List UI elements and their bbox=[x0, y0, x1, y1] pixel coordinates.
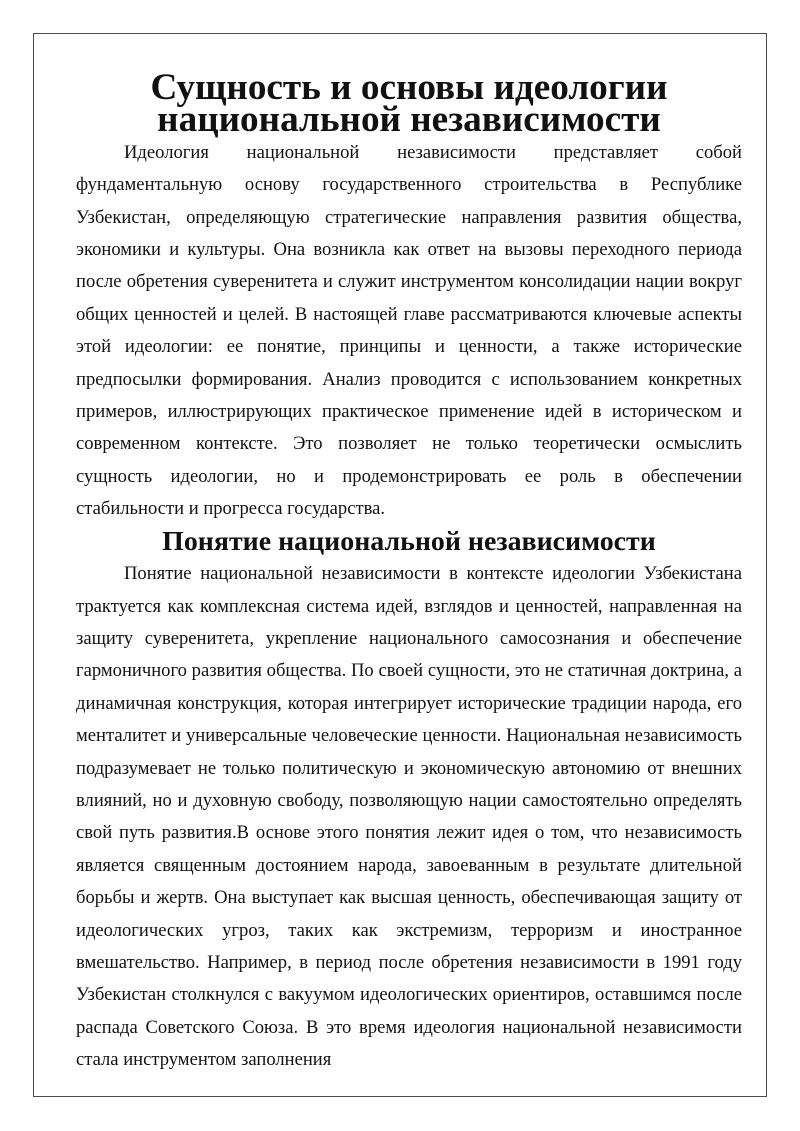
document-title: Сущность и основы идеологии национальной независимости bbox=[150, 67, 668, 141]
section-paragraph: Понятие национальной независимости в контексте идеологии Узбекистана трактуется как комплексная система идей, взглядов и ценностей, направленная на защиту суверенитета, укрепление национального самосознания и обеспечение гармоничного развития общества. По своей сущности, это не статичная доктрина, а динамичная конструкция, которая интегрирует исторические традиции народа, его менталитет и универсальные человеческие ценности. Национальная независимость подразумевает не только политическую и экономическую автономию от внешних влияний, но и духовную свободу, позволяющую нации самостоятельно определять свой путь развития.В основе этого понятия лежит идея о том, что независимость является священным достоянием народа, завоеванным в результате длительной борьбы и жертв. Она выступает как высшая ценность, обеспечивающая защиту от идеологических угроз, таких как экстремизм, терроризм и иностранное вмешательство. Например, в период после обретения независимости в 1991 году Узбекистан столкнулся с вакуумом идеологических ориентиров, оставшимся после распада Советского Союза. В это время идеология национальной независимости стала инструментом заполнения bbox=[76, 563, 742, 1071]
document-body bbox=[76, 67, 742, 1077]
intro-paragraph: Идеология национальной независимости представляет собой фундаментальную основу государственного строительства в Республике Узбекистан, определяющую стратегические направления развития общества, экономики и культуры. Она возникла как ответ на вызовы переходного периода после обретения суверенитета и служит инструментом консолидации нации вокруг общих ценностей и целей. В настоящей главе рассматриваются ключевые аспекты этой идеологии: ее понятие, принципы и ценности, а также исторические предпосылки формирования. Анализ проводится с использованием конкретных примеров, иллюстрирующих практическое применение идей в историческом и современном контексте. Это позволяет не только теоретически осмыслить сущность идеологии, но и продемонстрировать ее роль в обеспечении стабильности и прогресса государства. bbox=[76, 141, 742, 520]
section-heading: Понятие национальной независимости bbox=[162, 525, 656, 557]
